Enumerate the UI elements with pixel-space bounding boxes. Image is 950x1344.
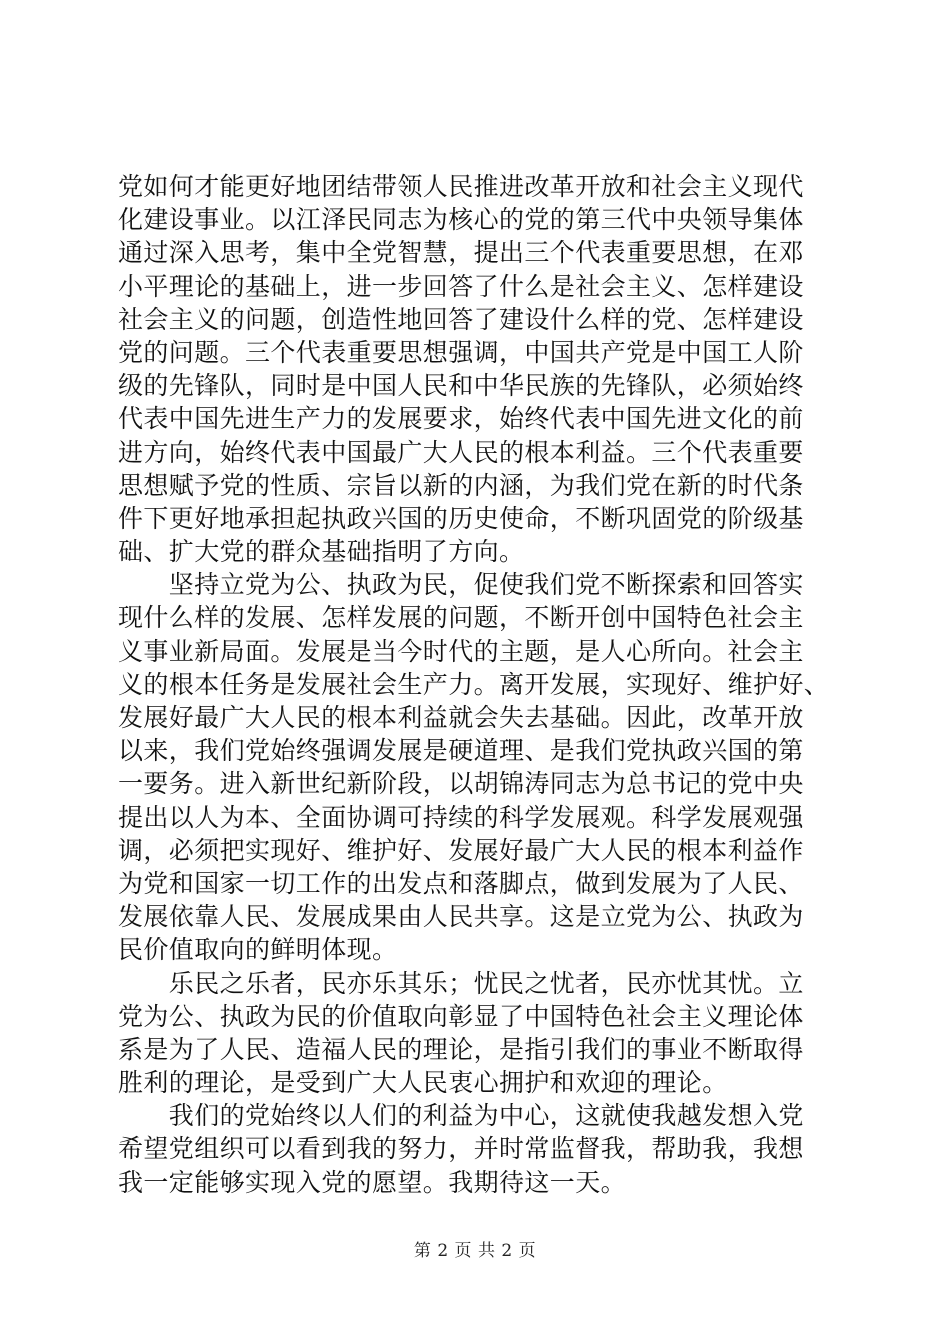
- text-line: 调，必须把实现好、维护好、发展好最广大人民的根本利益作: [118, 835, 804, 865]
- text-line: 础、扩大党的群众基础指明了方向。: [118, 537, 525, 567]
- text-line: 义的根本任务是发展社会生产力。离开发展，实现好、维护好、: [118, 669, 830, 699]
- text-line: 系是为了人民、造福人民的理论，是指引我们的事业不断取得: [118, 1034, 804, 1064]
- text-line: 党的问题。三个代表重要思想强调，中国共产党是中国工人阶: [118, 337, 804, 367]
- text-line: 以来，我们党始终强调发展是硬道理、是我们党执政兴国的第: [118, 736, 804, 766]
- paragraph-start-line: 乐民之乐者，民亦乐其乐；忧民之忧者，民亦忧其忧。立: [118, 968, 804, 998]
- text-line: 胜利的理论，是受到广大人民衷心拥护和欢迎的理论。: [118, 1068, 728, 1098]
- text-line: 为党和国家一切工作的出发点和落脚点，做到发展为了人民、: [118, 868, 804, 898]
- page-number: 第 2 页 共 2 页: [413, 1241, 537, 1261]
- text-line: 进方向，始终代表中国最广大人民的根本利益。三个代表重要: [118, 437, 804, 467]
- text-line: 一要务。进入新世纪新阶段，以胡锦涛同志为总书记的党中央: [118, 769, 804, 799]
- text-line: 级的先锋队，同时是中国人民和中华民族的先锋队，必须始终: [118, 371, 804, 401]
- text-line: 通过深入思考，集中全党智慧，提出三个代表重要思想，在邓: [118, 238, 804, 268]
- text-line: 义事业新局面。发展是当今时代的主题，是人心所向。社会主: [118, 636, 804, 666]
- text-line: 发展依靠人民、发展成果由人民共享。这是立党为公、执政为: [118, 902, 804, 932]
- text-line: 小平理论的基础上，进一步回答了什么是社会主义、怎样建设: [118, 271, 804, 301]
- text-line: 代表中国先进生产力的发展要求，始终代表中国先进文化的前: [118, 404, 804, 434]
- text-line: 希望党组织可以看到我的努力，并时常监督我，帮助我，我想: [118, 1134, 804, 1164]
- page-footer: [0, 1236, 950, 1261]
- text-line: 现什么样的发展、怎样发展的问题，不断开创中国特色社会主: [118, 603, 804, 633]
- text-line: 发展好最广大人民的根本利益就会失去基础。因此，改革开放: [118, 703, 804, 732]
- body-text: [118, 170, 838, 1199]
- paragraph-start-line: 坚持立党为公、执政为民，促使我们党不断探索和回答实: [118, 570, 804, 600]
- text-line: 社会主义的问题，创造性地回答了建设什么样的党、怎样建设: [118, 304, 804, 334]
- text-line: 我一定能够实现入党的愿望。我期待这一天。: [118, 1167, 627, 1197]
- text-line: 民价值取向的鲜明体现。: [118, 935, 398, 965]
- text-line: 化建设事业。以江泽民同志为核心的党的第三代中央领导集体: [118, 205, 804, 235]
- text-line: 件下更好地承担起执政兴国的历史使命，不断巩固党的阶级基: [118, 503, 804, 533]
- text-line: 党如何才能更好地团结带领人民推进改革开放和社会主义现代: [118, 172, 804, 201]
- text-line: 提出以人为本、全面协调可持续的科学发展观。科学发展观强: [118, 802, 804, 832]
- paragraph-start-line: 我们的党始终以人们的利益为中心，这就使我越发想入党: [118, 1101, 804, 1131]
- text-line: 思想赋予党的性质、宗旨以新的内涵，为我们党在新的时代条: [118, 470, 804, 500]
- text-line: 党为公、执政为民的价值取向彰显了中国特色社会主义理论体: [118, 1001, 804, 1031]
